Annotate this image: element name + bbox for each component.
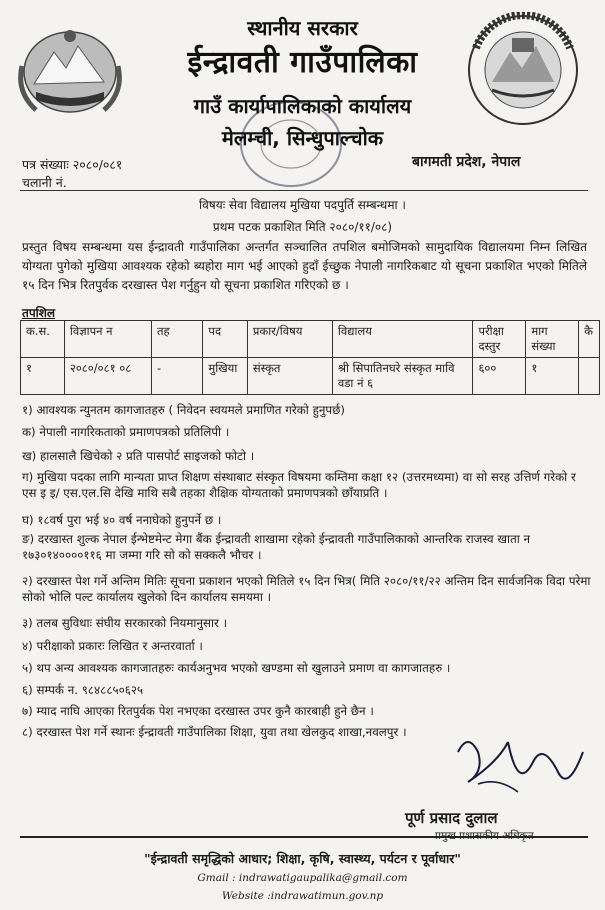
list-item: ङ) दरखास्त शुल्क नेपाल ईन्भेष्टमेन्ट मेगा बैंक ईन्द्रावती शाखामा रहेको ईन्द्रावती गाउँपालिकाको आन्तरिक राजस्व खाता न १७३०१४००००११६ मा जम्मा गरि सो को सक्कलै भौचर ।: [22, 532, 531, 562]
list-item: ग) मुखिया पदका लागि मान्यता प्राप्त शिक्षण संस्थाबाट संस्कृत विषयमा कम्तिमा कक्षा १२ (उत्तरमध्यमा) वा सो सरह उत्तिर्ण गरेको र एस इ इ/ एस.एल.सि देखि माथि सबै तहका शैक्षिक योग्यताको प्रमाणपत्रको छाँयाप्रति ।: [22, 470, 576, 500]
list-item: क) नेपाली नागरिकताको प्रमाणपत्रको प्रतिलिपी ।: [22, 425, 230, 439]
table-cell: ६००: [473, 358, 526, 395]
header-municipality-name: ईन्द्रावती गाउँपालिका: [187, 45, 418, 80]
vacancy-table: [20, 320, 600, 395]
list-item: घ) १८वर्ष पुरा भई ४० वर्ष ननाघेको हुनुपर्ने छ ।: [22, 513, 222, 527]
list-item: ८) दरखास्त पेश गर्ने स्थानः ईन्द्रावती गाउँपालिका शिक्षा, युवा तथा खेलकुद शाखा,नवलपुर ।: [22, 725, 407, 739]
table-header-cell: तह: [151, 321, 202, 358]
footer-gmail: Gmail : indrawatigaupalika@gmail.com: [197, 872, 408, 884]
table-header-cell: कै: [579, 321, 600, 358]
details-heading: तपशिल: [22, 306, 56, 320]
dispatch-number: चलानी नं.: [22, 175, 67, 190]
list-item: ख) हालसालै खिचेको २ प्रति पासपोर्ट साइजको फोटो ।: [22, 449, 255, 463]
table-cell: १: [526, 358, 579, 395]
table-header-cell: परीक्षा दस्तुर: [473, 321, 526, 358]
table-cell: २०८०/०८१ ०८: [64, 358, 151, 395]
footer-divider: [20, 836, 588, 838]
list-item: ५) थप अन्य आवश्यक कागजातहरुः कार्यअनुभव भएको खण्डमा सो खुलाउने प्रमाण वा कागजातहरु ।: [22, 661, 451, 675]
list-item: ४) परीक्षाको प्रकारः लिखित र अन्तरवार्ता ।: [22, 639, 203, 653]
table-header-cell: विद्यालय: [332, 321, 473, 358]
signatory-title: प्रमुख प्रशासकीय अधिकृत: [435, 830, 534, 842]
header-location: मेलम्ची, सिन्धुपाल्चोक: [221, 126, 384, 150]
table-header-cell: क.स.: [21, 321, 65, 358]
intro-paragraph: प्रस्तुत विषय सम्बन्धमा यस ईन्द्रावती गाउँपालिका अन्तर्गत सञ्चालित तपशिल बमोजिमको सामुदायिक विद्यालयमा निम्न लिखित योग्यता पुगेको मुखिया आवश्यक रहेको ब्यहोरा माग भई आएको हुदाँ ईच्छुक नेपाली नागरिकबाट यो सूचना प्रकाशित भएको मितिले १५ दिन भित्र रितपुर्वक दरखास्त पेश गर्नुहुन यो सूचना प्रकाशित गरिएको छ ।: [22, 240, 587, 292]
notice-subject: विषयः सेवा विद्यालय मुखिया पदपुर्ति सम्बन्धमा ।: [199, 198, 406, 212]
table-header-cell: विज्ञापन न: [64, 321, 151, 358]
footer-motto: "ईन्द्रावती समृद्धिको आधार; शिक्षा, कृषि, स्वास्थ्य, पर्यटन र पूर्वाधार": [144, 851, 461, 866]
handwritten-signature: [438, 722, 588, 812]
table-cell: संस्कृत: [247, 358, 332, 395]
header-office-name: गाउँ कार्यापालिकाको कार्यालय: [193, 94, 412, 118]
table-cell: श्री सिपातिनघरे संस्कृत मावि वडा नं ६: [332, 358, 473, 395]
table-header-cell: प्रकार/विषय: [247, 321, 332, 358]
table-cell: [579, 358, 600, 395]
table-header-row: [21, 321, 600, 358]
header-local-government: स्थानीय सरकार: [247, 16, 358, 40]
table-header-cell: माग संख्या: [526, 321, 579, 358]
province-label: बागमती प्रदेश, नेपाल: [412, 154, 521, 170]
table-cell: मुखिया: [203, 358, 247, 395]
list-item: ७) म्याद नाघि आएका रितपुर्वक पेश नभएका दरखास्त उपर कुनै कारबाही हुने छैन ।: [22, 704, 374, 718]
list-item: ३) तलब सुविधाः संघीय सरकारको नियमानुसार ।: [22, 616, 228, 630]
list-item: २) दरखास्त पेश गर्ने अन्तिम मितिः सूचना प्रकाशन भएको मितिले १५ दिन भित्र( मिति २०८०/११/२२ अन्तिम दिन सार्वजनिक विदा परेमा सोको भोलि पल्ट कार्यालय खुलेको दिन कार्यालय समयमा ।: [22, 574, 591, 604]
table-cell: १: [21, 358, 65, 395]
signatory-name: पूर्ण प्रसाद दुलाल: [405, 809, 498, 827]
footer-website: Website :indrawatimun.gov.np: [221, 890, 384, 902]
table-cell: -: [151, 358, 202, 395]
list-item: १) आवश्यक न्युनतम कागजातहरु ( निवेदन स्वयमले प्रमाणित गरेको हुनुपर्छ): [22, 403, 345, 417]
list-item: ६) सम्पर्क न. ९८४८८५०६२५: [22, 683, 144, 697]
header-divider: [20, 190, 588, 191]
table-row: [21, 358, 600, 395]
table-header-cell: पद: [203, 321, 247, 358]
letter-number: पत्र संख्याः २०८०/०८१: [22, 157, 123, 172]
publish-date: प्रथम पटक प्रकाशित मिति २०८०/११/०८): [212, 220, 393, 234]
